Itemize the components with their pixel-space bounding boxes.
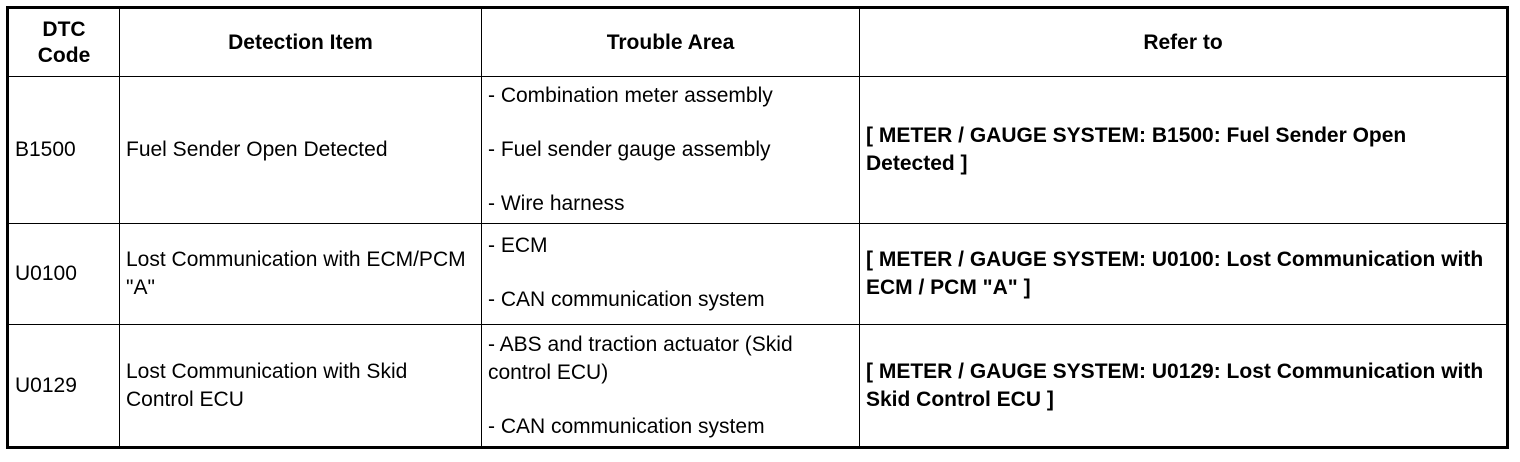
detection-item-cell: Lost Communication with Skid Control ECU <box>120 325 482 448</box>
header-dtc-code <box>8 8 120 77</box>
dtc-code-cell: U0129 <box>8 325 120 448</box>
dtc-code-cell: U0100 <box>8 224 120 325</box>
header-trouble-area: Trouble Area <box>482 8 860 77</box>
refer-to-link[interactable]: [ METER / GAUGE SYSTEM: U0100: Lost Communication with ECM / PCM "A" ] <box>860 224 1508 325</box>
trouble-area-cell <box>482 77 860 224</box>
trouble-area-item: - ABS and traction actuator (Skid control ECU) <box>488 332 793 384</box>
header-detection-item: Detection Item <box>120 8 482 77</box>
trouble-area-item: - CAN communication system <box>488 414 765 438</box>
trouble-area-item: - Combination meter assembly <box>488 84 773 107</box>
detection-item-cell: Fuel Sender Open Detected <box>120 77 482 224</box>
trouble-area-cell <box>482 325 860 448</box>
trouble-area-list <box>488 82 853 218</box>
detection-item-cell: Lost Communication with ECM/PCM "A" <box>120 224 482 325</box>
table-row <box>8 224 1508 325</box>
trouble-area-item: - Wire harness <box>488 192 625 215</box>
trouble-area-item: - Fuel sender gauge assembly <box>488 138 771 161</box>
refer-to-link[interactable]: [ METER / GAUGE SYSTEM: U0129: Lost Communication with Skid Control ECU ] <box>860 325 1508 448</box>
refer-to-link[interactable]: [ METER / GAUGE SYSTEM: B1500: Fuel Sender Open Detected ] <box>860 77 1508 224</box>
trouble-area-item: - CAN communication system <box>488 288 765 311</box>
header-dtc-code-line2: Code <box>37 43 91 67</box>
dtc-code-cell: B1500 <box>8 77 120 224</box>
trouble-area-cell <box>482 224 860 325</box>
header-refer-to: Refer to <box>860 8 1508 77</box>
dtc-table <box>6 6 1509 449</box>
trouble-area-list <box>488 232 853 314</box>
trouble-area-list <box>488 331 853 441</box>
trouble-area-item: - ECM <box>488 234 548 257</box>
header-dtc-code-line1: DTC <box>42 17 86 41</box>
header-row <box>8 8 1508 77</box>
table-row <box>8 77 1508 224</box>
table-row <box>8 325 1508 448</box>
